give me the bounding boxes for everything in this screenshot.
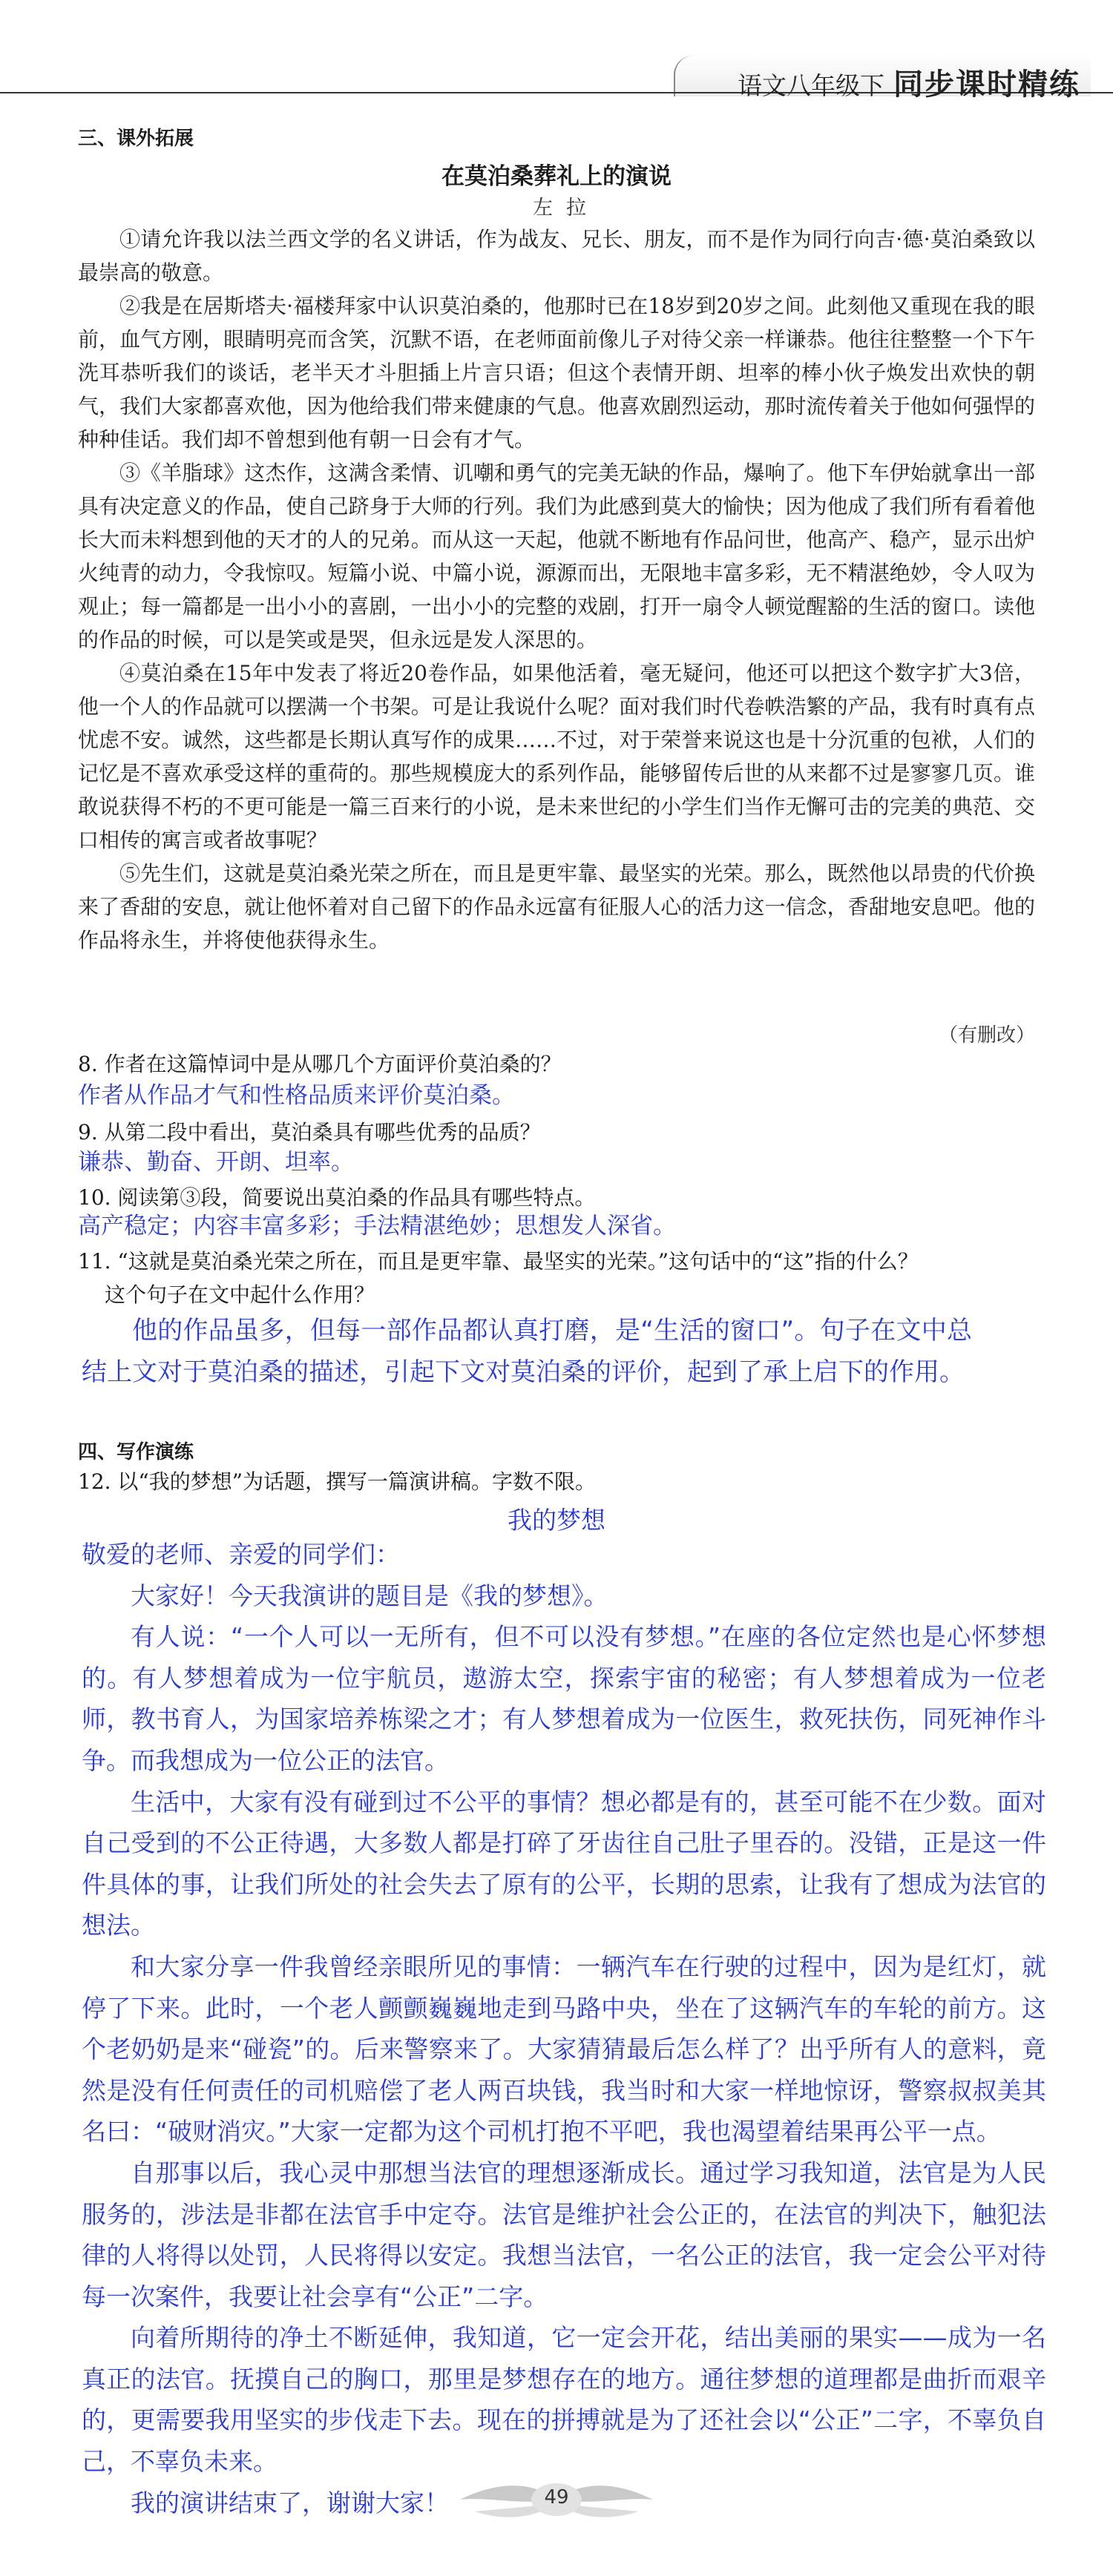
essay-paragraph: 有人说：“一个人可以一无所有，但不可以没有梦想。”在座的各位定然也是心怀梦想的。有人梦想着成为一位宇航员，遨游太空，探索宇宙的秘密；有人梦想着成为一位老师，教书育人，为国家培养栋梁之才；有人梦想着成为一位医生，救死扶伤，同死神作斗争。而我想成为一位公正的法官。 — [82, 1622, 1046, 1775]
article-paragraph: ⑤先生们，这就是莫泊桑光荣之所在，而且是更牢靠、最坚实的光荣。那么，既然他以昂贵的代价换来了香甜的安息，就让他怀着对自己留下的作品永远富有征服人心的活力这一信念，香甜地安息吧。他的作品将永生，并将使他获得永生。 — [78, 861, 1035, 952]
answer-11-text: 他的作品虽多，但每一部作品都认真打磨，是“生活的窗口”。句子在文中总结上文对于莫泊桑的描述，引起下文对莫泊桑的评价，起到了承上启下的作用。 — [82, 1316, 972, 1387]
essay-paragraph: 大家好！今天我演讲的题目是《我的梦想》。 — [131, 1581, 608, 1610]
article-body — [78, 223, 1035, 957]
essay-paragraph: 自那事以后，我心灵中那想当法官的理想逐渐成长。通过学习我知道，法官是为人民服务的，涉法是非都在法官手中定夺。法官是维护社会公正的，在法官的判决下，触犯法律的人将得以处罚，人民将得以安定。我想当法官，一名公正的法官，我一定会公平对待每一次案件，我要让社会享有“公正”二字。 — [82, 2158, 1046, 2311]
edit-note: （有删改） — [938, 1024, 1035, 1047]
question-11-line: 11. “这就是莫泊桑光荣之所在，而且是更牢靠、最坚实的光荣。”这句话中的“这”指的什么？ — [78, 1249, 919, 1274]
essay-paragraph: 生活中，大家有没有碰到过不公平的事情？想必都是有的，甚至可能不在少数。面对自己受到的不公正待遇，大多数人都是打碎了牙齿往自己肚子里吞的。没错，正是这一件件具体的事，让我们所处的社会失去了原有的公平，长期的思索，让我有了想成为法官的想法。 — [82, 1787, 1046, 1940]
series-title: 同步课时精练 — [893, 67, 1080, 102]
question-10: 10. 阅读第③段，简要说出莫泊桑的作品具有哪些特点。 — [78, 1185, 596, 1210]
article-title: 在莫泊桑葬礼上的演说 — [441, 163, 672, 190]
answer-8: 作者从作品才气和性格品质来评价莫泊桑。 — [78, 1082, 515, 1109]
article-paragraph: ①请允许我以法兰西文学的名义讲话，作为战友、兄长、朋友，而不是作为同行向吉·德·莫泊桑致以最崇高的敬意。 — [78, 227, 1035, 285]
essay-body — [82, 1534, 1046, 2523]
page-number: 49 — [544, 2486, 569, 2509]
question-9: 9. 从第二段中看出，莫泊桑具有哪些优秀的品质？ — [78, 1120, 541, 1144]
page-header — [738, 61, 1080, 103]
essay-title: 我的梦想 — [508, 1506, 605, 1535]
question-11 — [78, 1245, 1043, 1311]
article-author: 左拉 — [533, 197, 600, 220]
article-paragraph: ③《羊脂球》这杰作，这满含柔情、讥嘲和勇气的完美无缺的作品，爆响了。他下车伊始就拿出一部具有决定意义的作品，使自己跻身于大师的行列。我们为此感到莫大的愉快；因为他成了我们所有看着他长大而未料想到他的天才的人的兄弟。而从这一天起，他就不断地有作品问世，他高产、稳产，显示出炉火纯青的动力，令我惊叹。短篇小说、中篇小说，源源而出，无限地丰富多彩，无不精湛绝妙，令人叹为观止；每一篇都是一出小小的喜剧，一出小小的完整的戏剧，打开一扇令人顿觉醒豁的生活的窗口。读他的作品的时候，可以是笑或是哭，但永远是发人深思的。 — [78, 461, 1035, 652]
question-11-line: 这个句子在文中起什么作用？ — [105, 1282, 375, 1307]
article-paragraph: ④莫泊桑在15年中发表了将近20卷作品，如果他活着，毫无疑问，他还可以把这个数字扩大3倍，他一个人的作品就可以摆满一个书架。可是让我说什么呢？面对我们时代卷帙浩繁的产品，我有时真有点忧虑不安。诚然，这些都是长期认真写作的成果……不过，对于荣誉来说这也是十分沉重的包袱，人们的记忆是不喜欢承受这样的重荷的。那些规模庞大的系列作品，能够留传后世的从来都不过是寥寥几页。谁敢说获得不朽的不更可能是一篇三百来行的小说，是未来世纪的小学生们当作无懈可击的完美的典范、交口相传的寓言或者故事呢？ — [78, 661, 1035, 852]
essay-paragraph: 我的演讲结束了，谢谢大家！ — [131, 2488, 449, 2517]
question-12: 12. 以“我的梦想”为话题，撰写一篇演讲稿。字数不限。 — [78, 1469, 597, 1494]
section-title: 三、课外拓展 — [78, 128, 194, 150]
essay-greeting: 敬爱的老师、亲爱的同学们： — [82, 1540, 400, 1569]
essay-paragraph: 向着所期待的净土不断延伸，我知道，它一定会开花，结出美丽的果实——成为一名真正的法官。抚摸自己的胸口，那里是梦想存在的地方。通往梦想的道理都是曲折而艰辛的，更需要我用坚实的步伐走下去。现在的拼搏就是为了还社会以“公正”二字，不辜负自己，不辜负未来。 — [82, 2323, 1046, 2477]
page-footer — [445, 2470, 668, 2529]
subject-label: 语文八年级下 — [738, 71, 884, 100]
answer-10: 高产稳定；内容丰富多彩；手法精湛绝妙；思想发人深省。 — [78, 1213, 676, 1239]
essay-paragraph: 和大家分享一件我曾经亲眼所见的事情：一辆汽车在行驶的过程中，因为是红灯，就停了下来。此时，一个老人颤颤巍巍地走到马路中央，坐在了这辆汽车的车轮的前方。这个老奶奶是来“碰瓷”的。后来警察来了。大家猜猜最后怎么样了？出乎所有人的意料，竟然是没有任何责任的司机赔偿了老人两百块钱，我当时和大家一样地惊讶，警察叔叔美其名曰：“破财消灾。”大家一定都为这个司机打抱不平吧，我也渴望着结果再公平一点。 — [82, 1951, 1046, 2147]
article-paragraph: ②我是在居斯塔夫·福楼拜家中认识莫泊桑的，他那时已在18岁到20岁之间。此刻他又重现在我的眼前，血气方刚，眼睛明亮而含笑，沉默不语，在老师面前像儿子对待父亲一样谦恭。他往往整整一个下午洗耳恭听我们的谈话，老半天才斗胆插上片言只语；但这个表情开朗、坦率的棒小伙子焕发出欢快的朝气，我们大家都喜欢他，因为他给我们带来健康的气息。他喜欢剧烈运动，那时流传着关于他如何强悍的种种佳话。我们却不曾想到他有朝一日会有才气。 — [78, 294, 1035, 452]
answer-11 — [82, 1310, 972, 1393]
section-title: 四、写作演练 — [78, 1441, 194, 1463]
question-8: 8. 作者在这篇悼词中是从哪几个方面评价莫泊桑的？ — [78, 1052, 562, 1076]
answer-9: 谦恭、勤奋、开朗、坦率。 — [78, 1149, 354, 1176]
